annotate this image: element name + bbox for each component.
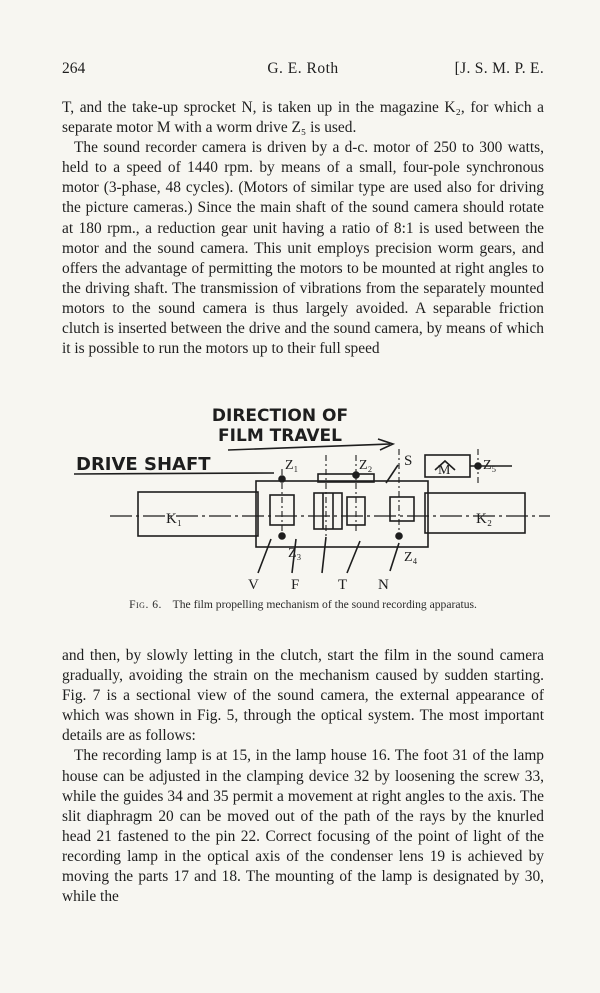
- label-s: S: [404, 453, 413, 469]
- figure-caption: [62, 598, 544, 611]
- figure-6-diagram: [60, 393, 550, 593]
- label-t: T: [338, 577, 348, 593]
- sprocket-n: [390, 497, 414, 521]
- gear-z1-marker: [279, 476, 285, 482]
- caption-label: Fig. 6.: [129, 598, 162, 611]
- label-z3: Z₃: [288, 546, 302, 561]
- caption-text: The film propelling mechanism of the sound recording apparatus.: [172, 598, 477, 611]
- body-text-bottom: [62, 646, 544, 907]
- gear-z5-marker: [475, 463, 481, 469]
- gear-z3-marker: [279, 533, 285, 539]
- drive-label-underline: [74, 473, 274, 474]
- body-text-top: [62, 98, 544, 359]
- label-z4: Z₄: [404, 550, 418, 565]
- label-z5: Z₅: [483, 458, 497, 473]
- shaft-housing-right: [425, 493, 525, 533]
- mechanism-diagram: [60, 393, 550, 593]
- label-k2: K₂: [476, 511, 493, 527]
- paragraph: and then, by slowly letting in the clutch, start the film in the sound camera gradually, avoiding the strain on the mechanism caused by sudden starting. Fig. 7 is a sectional view of the sound camera, the external appearance of which was shown in Fig. 5, through the optical system. The most important details are as follows:: [62, 647, 544, 745]
- label-n: N: [378, 577, 389, 593]
- gear-z4-marker: [396, 533, 402, 539]
- paragraph: The recording lamp is at 15, in the lamp house 16. The foot 31 of the lamp house can be adjusted in the clamping device 32 by loosening the screw 33, while the guides 34 and 35 permit a movement at right angles to the axis. The slit diaphragm 20 can be moved out of the path of the rays by the knurled head 21 fastened to the pin 22. Correct focusing of the point of light of the recording lamp in the optical axis of the condenser lens 19 is achieved by moving the parts 17 and 18. The mounting of the lamp is designated by 30, while the: [62, 747, 544, 906]
- page-number: 264: [62, 60, 86, 77]
- paragraph: T, and the take-up sprocket N, is taken up in the magazine K₂, for which a separate motor M with a worm drive Z₅ is used.: [62, 99, 544, 137]
- leader-lines: [258, 537, 360, 573]
- figure-title-line1: DIRECTION OF: [211, 406, 349, 426]
- drive-shaft-label: DRIVE SHAFT: [76, 454, 211, 475]
- running-head-author: G. E. Roth: [267, 60, 339, 77]
- label-f: F: [291, 577, 300, 593]
- sprocket-f-teeth: [323, 493, 333, 529]
- label-z2: Z₂: [359, 458, 373, 473]
- shaft-housing-left: [138, 492, 258, 536]
- label-m: M: [438, 463, 451, 478]
- label-z1: Z₁: [285, 458, 299, 473]
- figure-title-line2: FILM TRAVEL: [218, 426, 342, 446]
- label-v: V: [248, 577, 259, 593]
- running-head: [62, 60, 544, 82]
- sprocket-f: [314, 493, 342, 529]
- running-head-journal: [J. S. M. P. E.: [454, 60, 544, 77]
- paragraph: The sound recorder camera is driven by a d-c. motor of 250 to 300 watts, held to a speed of 1440 rpm. by means of a small, four-pole synchronous motor (3-phase, 48 cycles). (Motors of similar type are used also for driving the picture cameras.) Since the main shaft of the sound camera should rotate at 180 rpm., a reduction gear unit having a ratio of 8:1 is used between the motor and the sound camera. This unit employs precision worm gears, and offers the advantage of permitting the motors to be mounted at right angles to the driving shaft. The transmission of vibrations from the separately mounted motors to the sound camera is thus largely avoided. A separable friction clutch is inserted between the drive and the sound camera, by means of which it is possible to run the motors up to their full speed: [62, 139, 544, 358]
- label-k1: K₁: [166, 511, 183, 527]
